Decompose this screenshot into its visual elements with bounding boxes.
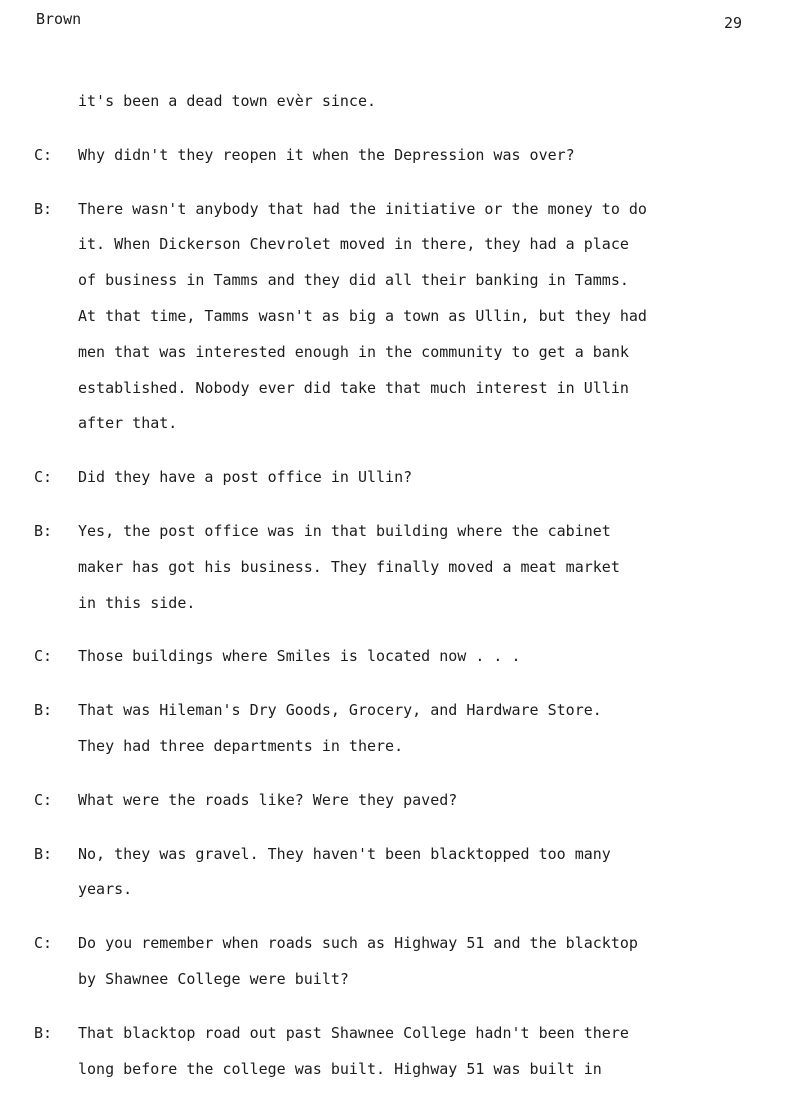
entry-text: No, they was gravel. They haven't been blacktopped too many years. (78, 844, 611, 899)
entry-text: That was Hileman's Dry Goods, Grocery, and Hardware Store. They had three departments in there. (78, 701, 602, 755)
speaker-label: C: (34, 934, 53, 953)
transcript-entry (34, 192, 774, 443)
speaker-label: B: (34, 701, 53, 720)
speaker-label: C: (34, 790, 53, 809)
entry-text: it's been a dead town evèr since. (78, 92, 377, 110)
entry-text: Do you remember when roads such as Highway 51 and the blacktop by Shawnee College were built? (78, 934, 638, 988)
transcript-entry (34, 1016, 774, 1088)
transcript-entry (34, 837, 774, 909)
transcript (34, 84, 774, 1105)
speaker-label: C: (34, 647, 53, 666)
speaker-label: B: (34, 1023, 53, 1042)
speaker-label: C: (34, 468, 53, 487)
entry-text: That blacktop road out past Shawnee College hadn't been there long before the college was built. Highway 51 was built in (78, 1023, 629, 1078)
transcript-entry (34, 926, 774, 998)
header-name: Brown (36, 10, 82, 28)
transcript-entry (34, 783, 774, 819)
entry-text: Those buildings where Smiles is located now . . . (78, 647, 521, 666)
transcript-entry (34, 693, 774, 765)
entry-text: Why didn't they reopen it when the Depression was over? (78, 145, 575, 164)
speaker-label: B: (34, 521, 53, 540)
entry-text: There wasn't anybody that had the initiative or the money to do it. When Dickerson Chevrolet moved in there, they had a place of business in Tamms and they did all their banking in Tamms. At that time, Tamms wasn't as big a town as Ullin, but they had men that was interested enough in the community to get a bank established. Nobody ever did take that much interest in Ullin after that. (78, 199, 647, 433)
transcript-entry (34, 460, 774, 496)
page-number: 29 (724, 14, 743, 32)
speaker-label: B: (34, 844, 53, 863)
entry-text: Yes, the post office was in that building where the cabinet maker has got his business. They finally moved a meat market in this side. (78, 521, 620, 612)
transcript-entry (34, 639, 774, 675)
speaker-label: C: (34, 145, 53, 164)
entry-text: What were the roads like? Were they paved? (78, 790, 458, 809)
entry-text: Did they have a post office in Ullin? (78, 468, 413, 487)
speaker-label: B: (34, 199, 53, 218)
transcript-entry (34, 84, 774, 120)
transcript-entry (34, 138, 774, 174)
transcript-entry (34, 514, 774, 621)
